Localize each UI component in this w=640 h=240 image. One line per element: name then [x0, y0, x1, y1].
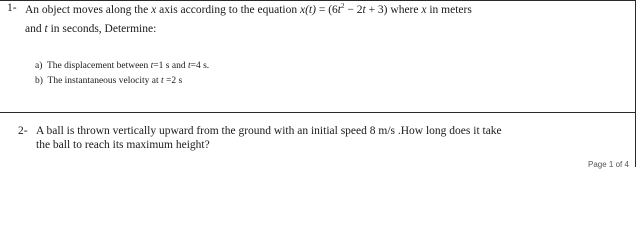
- table-right-border: [635, 0, 636, 167]
- variable-t: t: [44, 23, 48, 35]
- table-top-border: [0, 0, 636, 1]
- question-1-line-2: and t in seconds, Determine:: [25, 23, 157, 35]
- question-1-number: 1-: [7, 2, 17, 14]
- question-1-where-text: where: [390, 3, 419, 16]
- question-1-units-text: in meters: [429, 3, 472, 16]
- question-1-intro-text: An object moves along the: [25, 3, 149, 16]
- position-equation: $x(t) = (6t^2 - 2t + 3)$: [299, 2, 388, 16]
- question-2-number: 2-: [18, 125, 28, 137]
- part-b-label: b): [35, 76, 43, 86]
- variable-x: x: [151, 3, 157, 16]
- question-1-mid-text: axis according to the equation: [159, 3, 298, 16]
- row-divider: [0, 112, 636, 113]
- question-2-line-1: A ball is thrown vertically upward from the ground with an initial speed 8 m/s .How long does it take: [36, 125, 502, 137]
- question-1-line-1: [25, 3, 472, 16]
- page-number: Page 1 of 4: [588, 160, 629, 169]
- part-a-label: a): [35, 61, 43, 71]
- question-2-line-2: the ball to reach its maximum height?: [36, 139, 210, 151]
- variable-x: x: [421, 3, 427, 16]
- question-1-part-a: a) The displacement between t=1 s and t=4 s.: [35, 61, 210, 71]
- question-1-part-b: b) The instantaneous velocity at t =2 s: [35, 76, 183, 86]
